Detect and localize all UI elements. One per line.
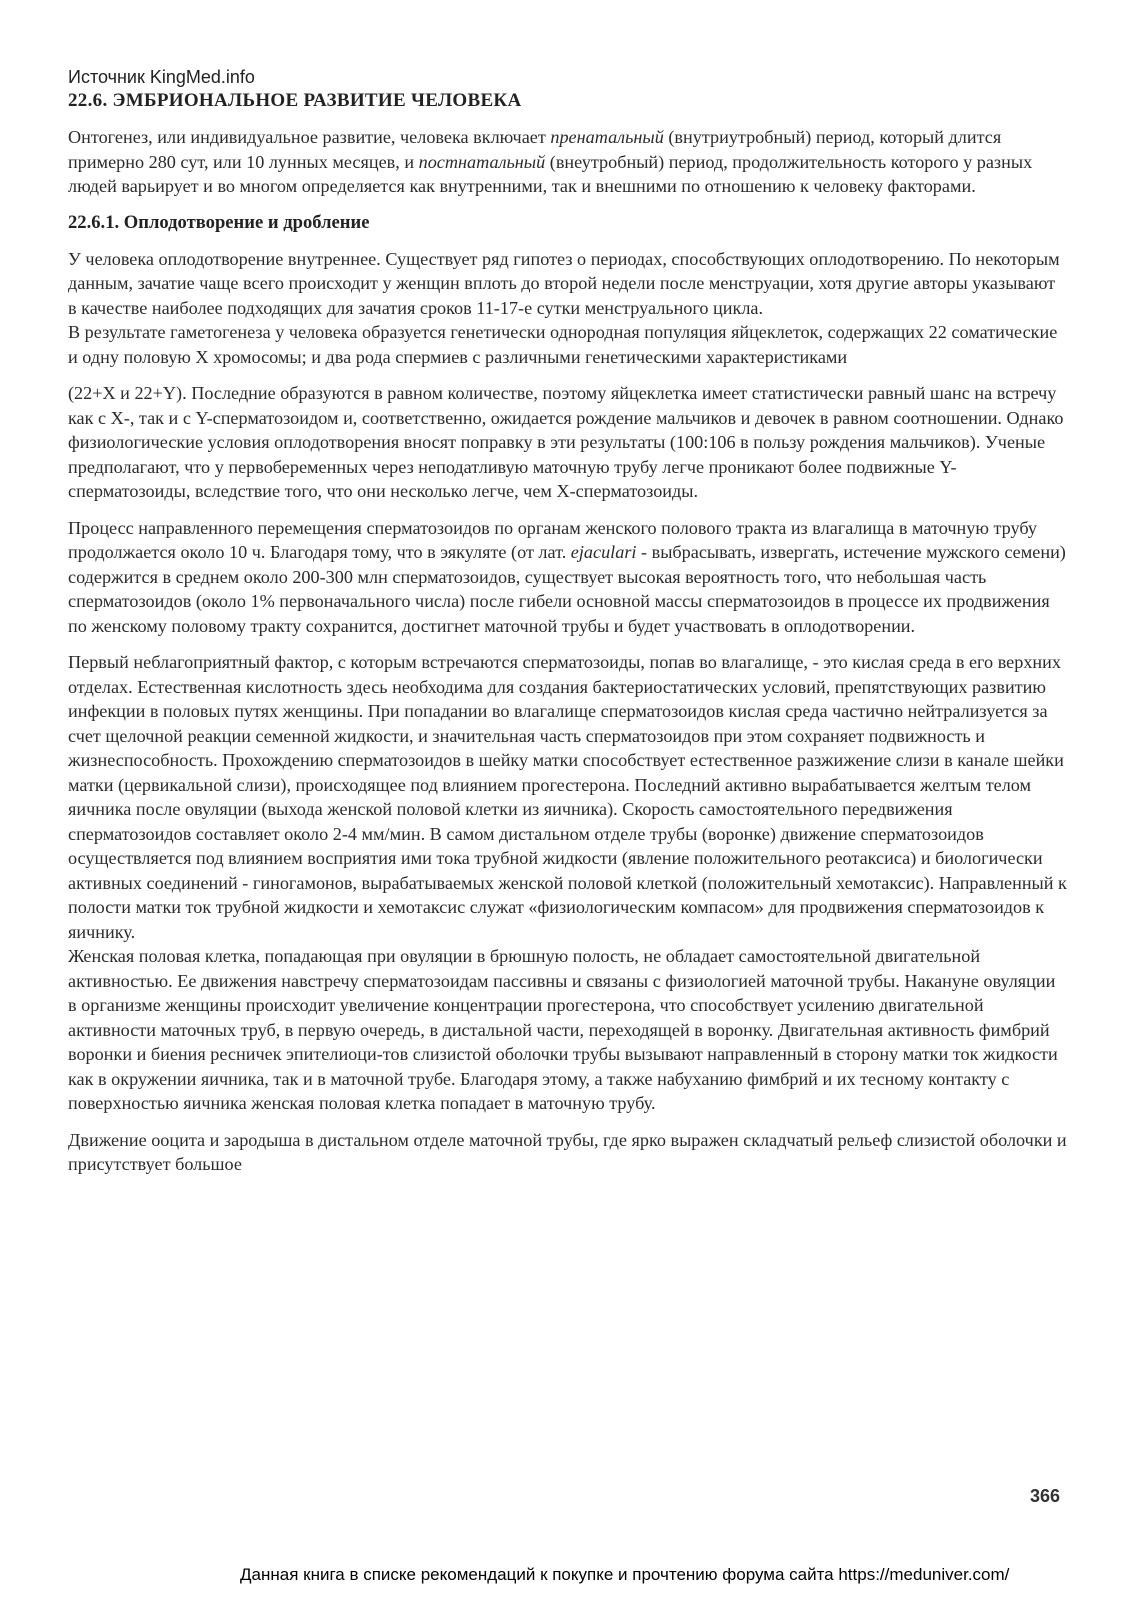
paragraph-gametogenesis: В результате гаметогенеза у человека образуется генетически однородная популяция яйцеклеток, содержащих 22 соматические и одну половую X хромосомы; и два рода спермиев с различными генетическими характеристиками	[68, 322, 1058, 367]
paragraph-fertilization: У человека оплодотворение внутреннее. Существует ряд гипотез о периодах, способствующих оплодотворению. По некоторым данным, зачатие чаще всего происходит у женщин вплоть до второй недели после менструации, хотя другие авторы указывают в качестве наиболее подходящих для зачатия сроков 11-17-е сутки менструального цикла.	[68, 248, 1060, 318]
intro-paragraph: Онтогенез, или индивидуальное развитие, человека включает пренатальный (внутриутробный) период, который длится примерно 280 сут, или 10 лунных месяцев, и постнатальный (внеутробный) период, продолжительность которого у разных людей варьирует и во многом определяется как внутренними, так и внешними по отношению к человеку факторами.	[68, 127, 1033, 196]
document-page	[68, 66, 1068, 1189]
subsection-title: 22.6.1. Оплодотворение и дробление	[68, 211, 370, 233]
page-number: 366	[1030, 1486, 1061, 1506]
section-title: 22.6. ЭМБРИОНАЛЬНОЕ РАЗВИТИЕ ЧЕЛОВЕКА	[68, 90, 522, 111]
footer-note: Данная книга в списке рекомендаций к покупке и прочтению форума сайта https://meduniver.com/	[240, 1565, 1010, 1584]
paragraph-chromosomes: (22+X и 22+Y). Последние образуются в равном количестве, поэтому яйцеклетка имеет статистически равный шанс на встречу как с X-, так и с Y-сперматозоидом и, соответственно, ожидается рождение мальчиков и девочек в равном соотношении. Однако физиологические условия оплодотворения вносят поправку в эти результаты (100:106 в пользу рождения мальчиков). Ученые предполагают, что у первобеременных через неподатливую маточную трубу легче проникают более подвижные Y-сперматозоиды, вследствие того, что они несколько легче, чем X-сперматозоиды.	[68, 383, 1064, 501]
paragraph-female-cell: Женская половая клетка, попадающая при овуляции в брюшную полость, не обладает самостоятельной двигательной активностью. Ее движения навстречу сперматозоидам пассивны и связаны с физиологией маточной трубы. Накануне овуляции в организме женщины происходит увеличение концентрации прогестерона, что способствует усилению двигательной активности маточных труб, в первую очередь, в дистальной части, переходящей в воронку. Двигательная активность фимбрий воронки и биения ресничек эпителиоци-тов слизистой оболочки трубы вызывают направленный в сторону матки ток жидкости как в окружении яичника, так и в маточной трубе. Благодаря этому, а также набуханию фимбрий и их тесному контакту с поверхностью яичника женская половая клетка попадает в маточную трубу.	[68, 946, 1058, 1113]
source-label: Источник KingMed.info	[68, 67, 255, 87]
paragraph-acidic-environment: Первый неблагоприятный фактор, с которым встречаются сперматозоиды, попав во влагалище, - это кислая среда в его верхних отделах. Естественная кислотность здесь необходима для создания бактериостатических условий, препятствующих развитию инфекции в половых путях женщины. При попадании во влагалище сперматозоидов кислая среда частично нейтрализуется за счет щелочной реакции семенной жидкости, и значительная часть сперматозоидов при этом сохраняет подвижность и жизнеспособность. Прохождению сперматозоидов в шейку матки способствует естественное разжижение слизи в канале шейки матки (цервикальной слизи), происходящее под влиянием прогестерона. Последний активно вырабатывается желтым телом яичника после овуляции (выхода женской половой клетки из яичника). Скорость самостоятельного передвижения сперматозоидов составляет около 2-4 мм/мин. В самом дистальном отделе трубы (воронке) движение сперматозоидов осуществляется под влиянием восприятия ими тока трубной жидкости (явление положительного реотаксиса) и биологически активных соединений - гиногамонов, вырабатываемых женской половой клеткой (положительный хемотаксис). Направленный к полости матки ток трубной жидкости и хемотаксис служат «физиологическим компасом» для продвижения сперматозоидов к яичнику.	[68, 652, 1067, 942]
paragraph-sperm-movement: Процесс направленного перемещения сперматозоидов по органам женского полового тракта из влагалища в маточную трубу продолжается около 10 ч. Благодаря тому, что в эякуляте (от лат. ejaculari - выбрасывать, извергать, истечение мужского семени) содержится в среднем около 200-300 млн сперматозоидов, существует высокая вероятность того, что небольшая часть сперматозоидов (около 1% первоначального числа) после гибели основной массы сперматозоидов в процессе их продвижения по женскому половому тракту сохранится, достигнет маточной трубы и будет участвовать в оплодотворении.	[68, 517, 1066, 636]
paragraph-oocyte-movement: Движение ооцита и зародыша в дистальном отделе маточной трубы, где ярко выражен складчатый рельеф слизистой оболочки и присутствует большое	[68, 1129, 1067, 1174]
